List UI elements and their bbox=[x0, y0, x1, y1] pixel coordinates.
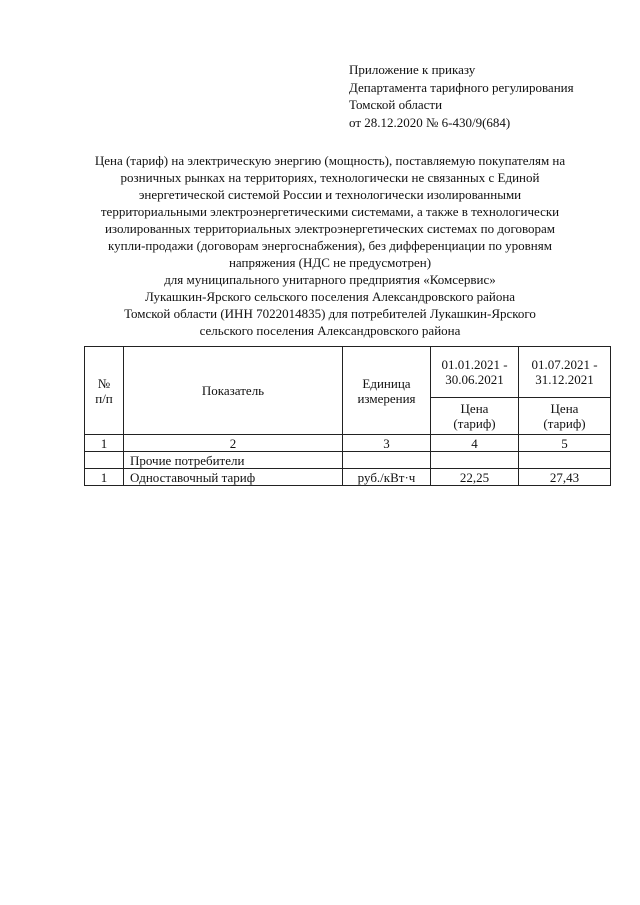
table-header-row bbox=[85, 347, 611, 398]
header-number-line2: п/п bbox=[95, 390, 113, 406]
header-number bbox=[85, 347, 124, 435]
price-1-line1: Цена bbox=[460, 401, 489, 416]
header-unit-line1: Единица bbox=[362, 375, 411, 391]
group-unit-cell bbox=[343, 452, 431, 469]
header-indicator: Показатель bbox=[124, 347, 343, 435]
appendix-line-3: Томской области bbox=[349, 97, 443, 112]
period-1-line2: 30.06.2021 bbox=[445, 372, 504, 387]
title-line: Лукашкин-Ярского сельского поселения Александровского района bbox=[144, 289, 516, 304]
header-unit bbox=[343, 347, 431, 435]
appendix-line-4: от 28.12.2020 № 6-430/9(684) bbox=[349, 114, 511, 130]
column-number: 4 bbox=[431, 435, 519, 452]
group-value-cell bbox=[431, 452, 519, 469]
title-line: купли-продажи (договорам энергоснабжения), без дифференциации по уровням bbox=[108, 238, 552, 253]
title-line: сельского поселения Александровского района bbox=[199, 323, 461, 338]
column-number-row bbox=[85, 435, 611, 452]
period-1-line1: 01.01.2021 - bbox=[441, 357, 508, 372]
title-line: территориальными электроэнергетическими системами, а также в технологически bbox=[100, 204, 560, 219]
title-line: розничных рынках на территориях, технологически не связанных с Единой bbox=[120, 170, 540, 185]
header-unit-line2: измерения bbox=[357, 390, 416, 406]
header-period-2 bbox=[519, 347, 611, 398]
appendix-line-1: Приложение к приказу bbox=[349, 62, 476, 77]
title-line: изолированных территориальных электроэнергетических системах по договорам bbox=[104, 221, 556, 236]
row-value-period-1: 22,25 bbox=[431, 469, 519, 486]
column-number: 2 bbox=[124, 435, 343, 452]
column-number: 5 bbox=[519, 435, 611, 452]
period-2-line2: 31.12.2021 bbox=[535, 372, 594, 387]
tariff-table bbox=[84, 346, 611, 486]
appendix-block bbox=[349, 61, 574, 131]
title-line: для муниципального унитарного предприятия «Комсервис» bbox=[164, 272, 496, 287]
row-indicator: Одноставочный тариф bbox=[124, 469, 343, 486]
period-2-line1: 01.07.2021 - bbox=[531, 357, 598, 372]
title-line: Цена (тариф) на электрическую энергию (мощность), поставляемую покупателям на bbox=[94, 153, 566, 168]
header-period-1 bbox=[431, 347, 519, 398]
price-1-line2: (тариф) bbox=[453, 416, 496, 431]
price-2-line2: (тариф) bbox=[543, 416, 586, 431]
appendix-line-2: Департамента тарифного регулирования bbox=[349, 79, 574, 95]
group-label: Прочие потребители bbox=[124, 452, 343, 469]
header-price-1 bbox=[431, 398, 519, 435]
title-line: энергетической системой России и технологически изолированными bbox=[138, 187, 522, 202]
header-price-2 bbox=[519, 398, 611, 435]
table-row bbox=[85, 469, 611, 486]
row-number: 1 bbox=[85, 469, 124, 486]
group-value-cell bbox=[519, 452, 611, 469]
title-line: напряжения (НДС не предусмотрен) bbox=[228, 255, 432, 270]
row-unit: руб./кВт·ч bbox=[343, 469, 431, 486]
title-line: Томской области (ИНН 7022014835) для потребителей Лукашкин-Ярского bbox=[124, 306, 536, 321]
group-row bbox=[85, 452, 611, 469]
document-title bbox=[60, 152, 600, 339]
row-value-period-2: 27,43 bbox=[519, 469, 611, 486]
price-2-line1: Цена bbox=[550, 401, 579, 416]
group-number-cell bbox=[85, 452, 124, 469]
header-number-line1: № bbox=[97, 375, 111, 391]
column-number: 1 bbox=[85, 435, 124, 452]
column-number: 3 bbox=[343, 435, 431, 452]
